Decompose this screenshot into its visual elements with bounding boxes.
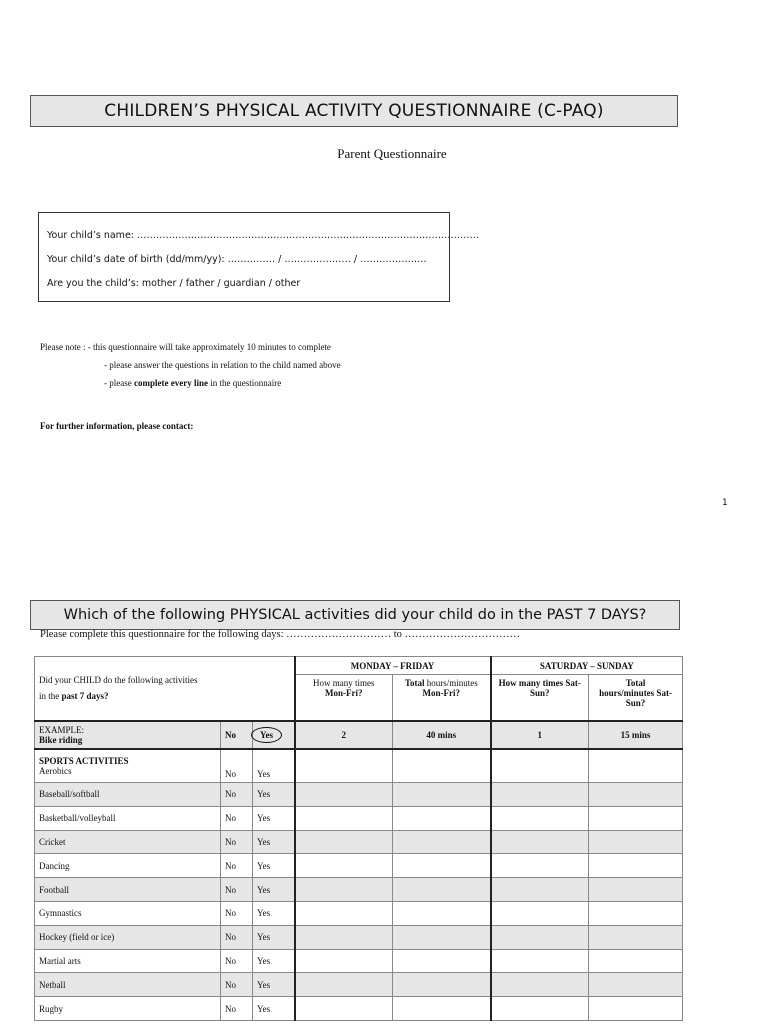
- dates-prefix: Please complete this questionnaire for the following days:: [40, 629, 287, 640]
- we-total-input[interactable]: [589, 806, 683, 830]
- we-total-input[interactable]: [589, 973, 683, 997]
- example-wd-total: 40 mins: [393, 721, 491, 749]
- no-option[interactable]: No: [221, 854, 253, 878]
- wd-times-input[interactable]: [295, 830, 393, 854]
- col-wd-total-1b: hours/minutes: [424, 678, 478, 688]
- activity-name: Cricket: [39, 836, 66, 847]
- child-name-line[interactable]: Your child’s name: ………………………………………………………………………………………………: [47, 230, 480, 241]
- wd-total-input[interactable]: [393, 973, 491, 997]
- we-total-input[interactable]: [589, 949, 683, 973]
- col-we-total-2: hours/minutes Sat-Sun?: [599, 688, 672, 708]
- yes-option[interactable]: Yes: [253, 997, 295, 1021]
- activity-name-cell: [35, 925, 221, 949]
- yes-option[interactable]: Yes: [253, 878, 295, 902]
- we-total-input[interactable]: [589, 830, 683, 854]
- note-line-3: [40, 374, 341, 392]
- no-option[interactable]: No: [221, 806, 253, 830]
- no-option[interactable]: No: [221, 878, 253, 902]
- wd-total-input[interactable]: [393, 783, 491, 807]
- weekday-header: MONDAY – FRIDAY: [295, 657, 491, 675]
- wd-times-input[interactable]: [295, 749, 393, 783]
- no-option[interactable]: No: [221, 901, 253, 925]
- activity-name: Dancing: [39, 860, 70, 871]
- we-times-input[interactable]: [491, 749, 589, 783]
- no-option[interactable]: No: [221, 997, 253, 1021]
- activity-name: Basketball/volleyball: [39, 813, 116, 824]
- note-line-3-prefix: - please: [104, 378, 134, 388]
- notes: [40, 338, 341, 392]
- table-row: [35, 830, 683, 854]
- col-wd-total-1: Total: [404, 678, 425, 688]
- activity-name-cell: [35, 854, 221, 878]
- yes-option[interactable]: Yes: [253, 949, 295, 973]
- yes-option[interactable]: Yes: [253, 830, 295, 854]
- wd-times-input[interactable]: [295, 806, 393, 830]
- activity-name-cell: [35, 830, 221, 854]
- activity-name: Football: [39, 884, 70, 895]
- section-title: Which of the following PHYSICAL activities did your child do in the PAST 7 DAYS?: [30, 600, 680, 630]
- activity-name: Baseball/softball: [39, 789, 100, 800]
- activity-name: Aerobics: [39, 765, 72, 776]
- activity-name: Hockey (field or ice): [39, 932, 115, 943]
- we-times-input[interactable]: [491, 830, 589, 854]
- example-we-total: 15 mins: [589, 721, 683, 749]
- we-times-input[interactable]: [491, 783, 589, 807]
- dates-from-field[interactable]: …………………………: [286, 629, 392, 640]
- table-row: [35, 806, 683, 830]
- col-we-times-text: How many times Sat-Sun?: [498, 678, 581, 698]
- we-total-input[interactable]: [589, 997, 683, 1021]
- col-we-times: [491, 675, 589, 721]
- wd-times-input[interactable]: [295, 783, 393, 807]
- table-row: [35, 783, 683, 807]
- we-total-input[interactable]: [589, 901, 683, 925]
- col-wd-times-1: How many times: [313, 678, 375, 688]
- yes-option[interactable]: Yes: [253, 901, 295, 925]
- activity-name: Rugby: [39, 1003, 64, 1014]
- wd-total-input[interactable]: [393, 806, 491, 830]
- wd-times-input[interactable]: [295, 901, 393, 925]
- wd-times-input[interactable]: [295, 973, 393, 997]
- questionnaire-title: CHILDREN’S PHYSICAL ACTIVITY QUESTIONNAIRE (C-PAQ): [30, 95, 678, 127]
- no-option[interactable]: No: [221, 973, 253, 997]
- col-wd-total: [393, 675, 491, 721]
- contact-line: For further information, please contact:: [40, 421, 194, 431]
- activity-name-cell: [35, 783, 221, 807]
- we-times-input[interactable]: [491, 973, 589, 997]
- question-line-2-bold: past 7 days?: [61, 691, 109, 702]
- we-times-input[interactable]: [491, 949, 589, 973]
- subtitle: Parent Questionnaire: [337, 146, 447, 161]
- question-cell: [35, 657, 295, 721]
- example-yes-circled: Yes: [251, 727, 282, 743]
- example-activity: Bike riding: [39, 734, 83, 745]
- col-we-total-1: Total: [625, 678, 646, 688]
- col-wd-total-2: Mon-Fri?: [422, 688, 461, 698]
- yes-option[interactable]: Yes: [253, 783, 295, 807]
- wd-total-input[interactable]: [393, 997, 491, 1021]
- we-total-input[interactable]: [589, 749, 683, 783]
- no-option[interactable]: No: [221, 949, 253, 973]
- table-row: [35, 901, 683, 925]
- activity-name-cell: [35, 878, 221, 902]
- col-wd-times-2: Mon-Fri?: [325, 688, 363, 698]
- activity-name: Netball: [39, 979, 66, 990]
- dates-to: to: [391, 629, 405, 640]
- note-line-2: - please answer the questions in relation to the child named above: [104, 360, 341, 370]
- we-times-input[interactable]: [491, 901, 589, 925]
- wd-total-input[interactable]: [393, 878, 491, 902]
- col-wd-times: [295, 675, 393, 721]
- wd-times-input[interactable]: [295, 997, 393, 1021]
- no-option[interactable]: No: [221, 925, 253, 949]
- example-we-times: 1: [491, 721, 589, 749]
- no-option[interactable]: No: [221, 783, 253, 807]
- child-info-box: [38, 212, 480, 302]
- we-times-input[interactable]: [491, 878, 589, 902]
- wd-times-input[interactable]: [295, 854, 393, 878]
- activity-name: Gymnastics: [39, 908, 82, 919]
- col-we-total: [589, 675, 683, 721]
- table-row: [35, 997, 683, 1021]
- activity-name: Martial arts: [39, 955, 81, 966]
- weekend-header: SATURDAY – SUNDAY: [491, 657, 683, 675]
- note-line-3-suffix: in the questionnaire: [207, 378, 282, 388]
- we-times-input[interactable]: [491, 997, 589, 1021]
- wd-total-input[interactable]: [393, 901, 491, 925]
- wd-total-input[interactable]: [393, 830, 491, 854]
- group-heading: SPORTS ACTIVITIES: [39, 755, 129, 766]
- example-no: No: [221, 721, 253, 749]
- dates-line: [40, 629, 520, 640]
- table-row: [35, 749, 683, 783]
- wd-total-input[interactable]: [393, 749, 491, 783]
- yes-option[interactable]: Yes: [253, 973, 295, 997]
- we-times-input[interactable]: [491, 854, 589, 878]
- example-row: [35, 721, 683, 749]
- page-number: 1: [722, 498, 728, 508]
- wd-times-input[interactable]: [295, 925, 393, 949]
- activity-name-cell: [35, 997, 221, 1021]
- we-total-input[interactable]: [589, 783, 683, 807]
- activity-name-cell: [35, 949, 221, 973]
- table-row: [35, 854, 683, 878]
- child-dob-line[interactable]: Your child’s date of birth (dd/mm/yy): …………… / ………………… / …………………: [47, 254, 427, 265]
- table-row: [35, 973, 683, 997]
- activity-rows: [35, 749, 683, 1021]
- yes-option[interactable]: Yes: [253, 806, 295, 830]
- question-line-2: [39, 691, 290, 701]
- yes-option[interactable]: Yes: [253, 925, 295, 949]
- example-label: EXAMPLE:: [39, 724, 84, 735]
- example-yes-cell: [253, 721, 295, 749]
- activity-table: [34, 656, 683, 1021]
- wd-total-input[interactable]: [393, 854, 491, 878]
- no-option[interactable]: No: [221, 830, 253, 854]
- activity-name-cell: [35, 901, 221, 925]
- wd-total-input[interactable]: [393, 925, 491, 949]
- activity-name-cell: [35, 806, 221, 830]
- activity-name-cell: [35, 973, 221, 997]
- we-times-input[interactable]: [491, 925, 589, 949]
- relation-line[interactable]: Are you the child’s: mother / father / guardian / other: [47, 278, 301, 289]
- we-total-input[interactable]: [589, 878, 683, 902]
- example-activity-cell: [35, 721, 221, 749]
- note-line-3-bold: complete every line: [133, 378, 208, 388]
- wd-times-input[interactable]: [295, 949, 393, 973]
- activity-name-cell: [35, 749, 221, 783]
- yes-option[interactable]: Yes: [253, 749, 295, 783]
- we-times-input[interactable]: [491, 806, 589, 830]
- yes-option[interactable]: Yes: [253, 854, 295, 878]
- no-option[interactable]: No: [221, 749, 253, 783]
- dates-to-field[interactable]: ……………………………: [404, 629, 521, 640]
- wd-total-input[interactable]: [393, 949, 491, 973]
- question-line-1: Did your CHILD do the following activities: [39, 675, 198, 686]
- question-line-2-prefix: in the: [39, 691, 62, 702]
- note-line-1: Please note : - this questionnaire will take approximately 10 minutes to complete: [40, 342, 331, 352]
- wd-times-input[interactable]: [295, 878, 393, 902]
- example-wd-times: 2: [295, 721, 393, 749]
- table-row: [35, 949, 683, 973]
- table-row: [35, 878, 683, 902]
- table-row: [35, 925, 683, 949]
- we-total-input[interactable]: [589, 925, 683, 949]
- we-total-input[interactable]: [589, 854, 683, 878]
